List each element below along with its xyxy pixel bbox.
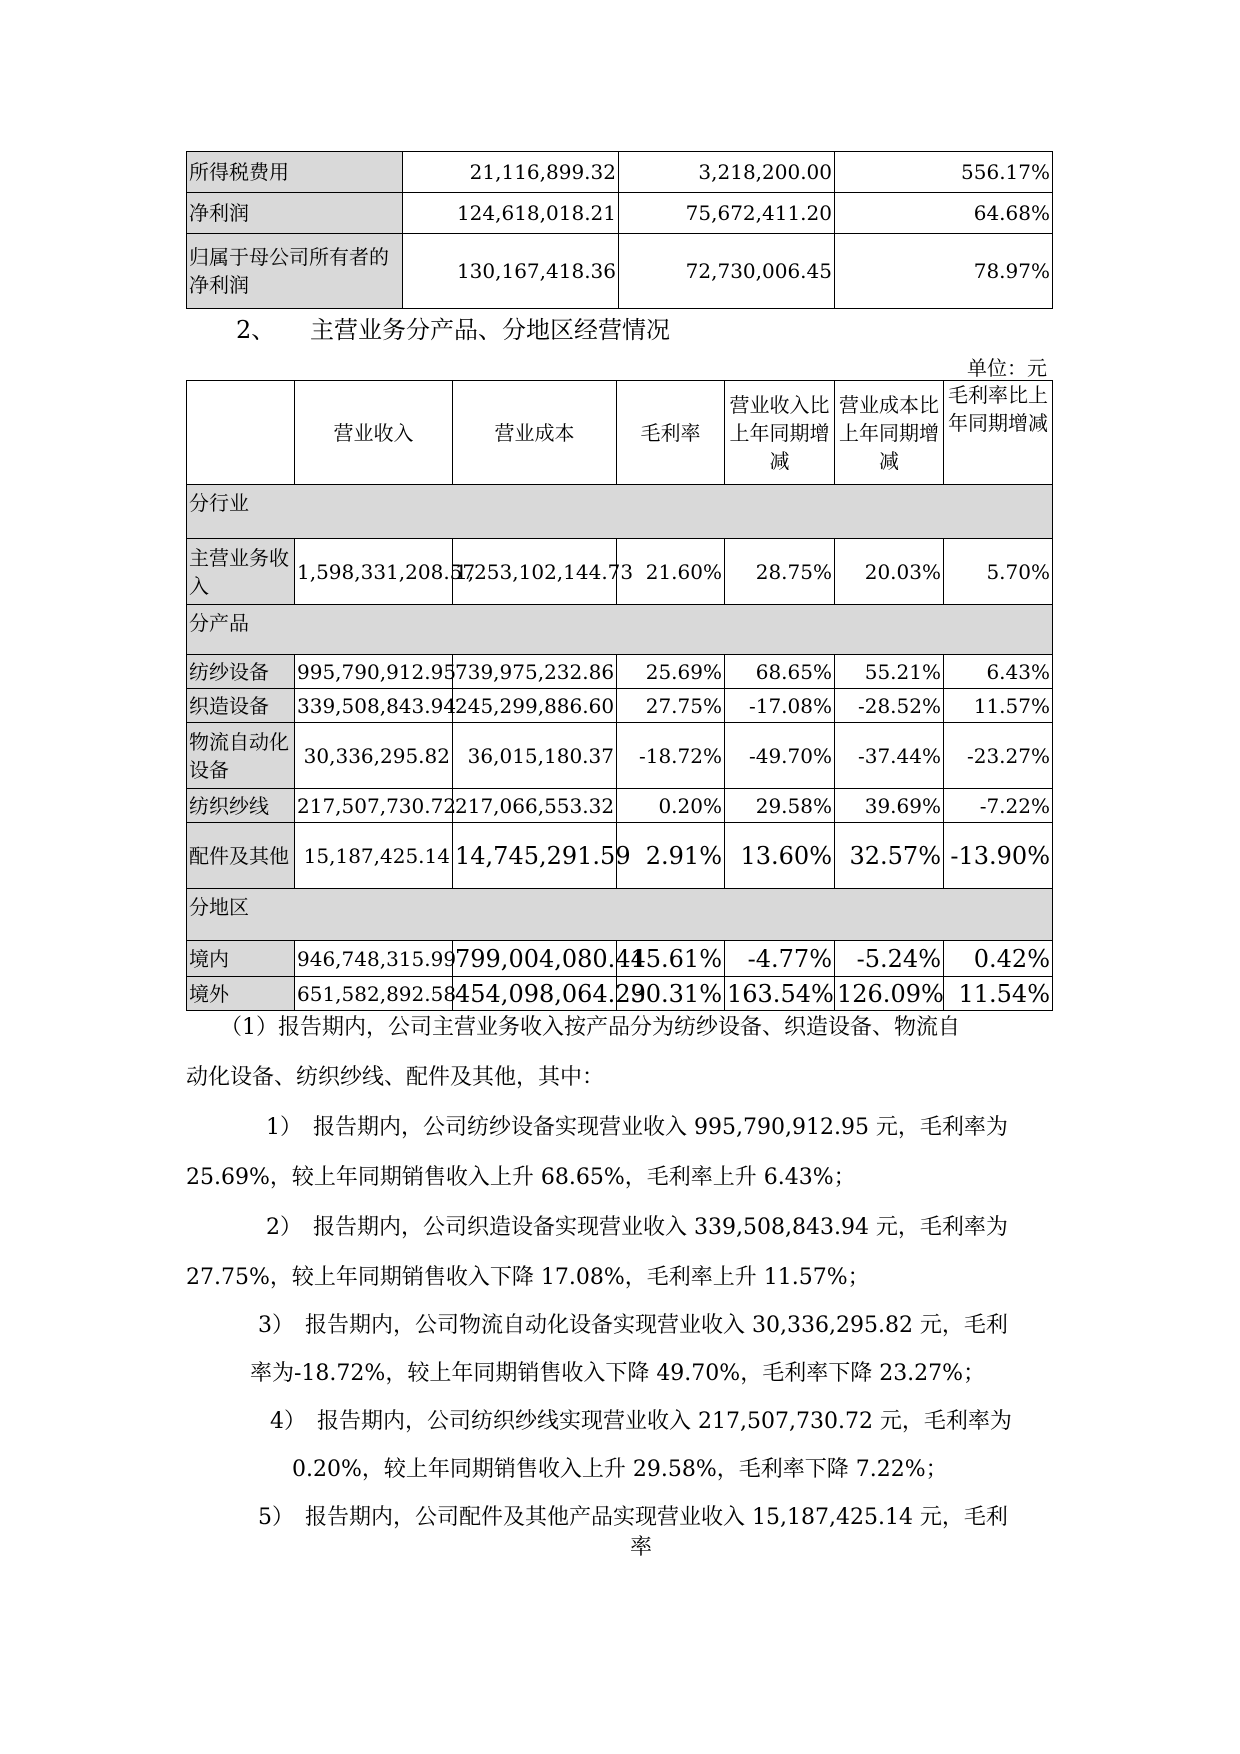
margin-cell: -18.72% bbox=[617, 723, 725, 789]
cost-change-cell: 55.21% bbox=[835, 655, 944, 689]
paragraph-line: 3） 报告期内，公司物流自动化设备实现营业收入 30,336,295.82 元，毛利 bbox=[258, 1313, 1008, 1338]
cost-change-cell: -5.24% bbox=[835, 941, 944, 977]
revenue-change-cell: 29.58% bbox=[725, 789, 835, 823]
margin-cell: 27.75% bbox=[617, 689, 725, 723]
change-percent: 556.17% bbox=[835, 152, 1053, 193]
revenue-cell: 651,582,892.58 bbox=[295, 977, 453, 1011]
table-row bbox=[187, 941, 1053, 977]
segment-table bbox=[186, 380, 1053, 1011]
header-cost: 营业成本 bbox=[453, 381, 617, 485]
margin-change-cell: 11.57% bbox=[944, 689, 1053, 723]
section-row bbox=[187, 485, 1053, 539]
margin-cell: 0.20% bbox=[617, 789, 725, 823]
paragraph-line: 1） 报告期内，公司纺纱设备实现营业收入 995,790,912.95 元，毛利率为 bbox=[266, 1115, 1008, 1140]
revenue-change-cell: 28.75% bbox=[725, 539, 835, 605]
margin-change-cell: 6.43% bbox=[944, 655, 1053, 689]
revenue-cell: 995,790,912.95 bbox=[295, 655, 453, 689]
change-percent: 64.68% bbox=[835, 193, 1053, 234]
margin-cell: 21.60% bbox=[617, 539, 725, 605]
revenue-change-cell: 163.54% bbox=[725, 977, 835, 1011]
current-value: 124,618,018.21 bbox=[403, 193, 619, 234]
cost-change-cell: 39.69% bbox=[835, 789, 944, 823]
current-value: 130,167,418.36 bbox=[403, 234, 619, 309]
prior-value: 75,672,411.20 bbox=[619, 193, 835, 234]
header-revenue-change: 营业收入比上年同期增减 bbox=[725, 381, 835, 485]
cost-change-cell: -37.44% bbox=[835, 723, 944, 789]
header-row bbox=[187, 381, 1053, 485]
paragraph-line: 率 bbox=[630, 1535, 653, 1560]
cost-cell: 1,253,102,144.73 bbox=[453, 539, 617, 605]
table-row bbox=[187, 789, 1053, 823]
cost-cell: 36,015,180.37 bbox=[453, 723, 617, 789]
revenue-change-cell: 13.60% bbox=[725, 823, 835, 889]
row-label: 织造设备 bbox=[187, 689, 295, 723]
revenue-cell: 339,508,843.94 bbox=[295, 689, 453, 723]
cost-cell: 14,745,291.59 bbox=[453, 823, 617, 889]
row-label: 境外 bbox=[187, 977, 295, 1011]
header-revenue: 营业收入 bbox=[295, 381, 453, 485]
row-label: 归属于母公司所有者的净利润 bbox=[187, 234, 403, 309]
margin-change-cell: 11.54% bbox=[944, 977, 1053, 1011]
paragraph-line: 5） 报告期内，公司配件及其他产品实现营业收入 15,187,425.14 元，毛利 bbox=[258, 1505, 1008, 1530]
table-row bbox=[187, 723, 1053, 789]
table-row bbox=[187, 193, 1053, 234]
row-label: 纺纱设备 bbox=[187, 655, 295, 689]
change-percent: 78.97% bbox=[835, 234, 1053, 309]
margin-change-cell: 0.42% bbox=[944, 941, 1053, 977]
prior-value: 3,218,200.00 bbox=[619, 152, 835, 193]
cost-change-cell: 126.09% bbox=[835, 977, 944, 1011]
paragraph-line: 27.75%，较上年同期销售收入下降 17.08%，毛利率上升 11.57%； bbox=[186, 1265, 870, 1290]
margin-cell: 15.61% bbox=[617, 941, 725, 977]
table-row bbox=[187, 823, 1053, 889]
paragraph-line: 4） 报告期内，公司纺织纱线实现营业收入 217,507,730.72 元，毛利率为 bbox=[270, 1409, 1012, 1434]
margin-change-cell: -13.90% bbox=[944, 823, 1053, 889]
table-row bbox=[187, 152, 1053, 193]
margin-change-cell: -23.27% bbox=[944, 723, 1053, 789]
margin-cell: 25.69% bbox=[617, 655, 725, 689]
paragraph-line: 率为-18.72%，较上年同期销售收入下降 49.70%，毛利率下降 23.27%； bbox=[250, 1361, 986, 1386]
paragraph-line: 2） 报告期内，公司织造设备实现营业收入 339,508,843.94 元，毛利率为 bbox=[266, 1215, 1008, 1240]
revenue-change-cell: -4.77% bbox=[725, 941, 835, 977]
margin-cell: 2.91% bbox=[617, 823, 725, 889]
section-row bbox=[187, 605, 1053, 655]
revenue-cell: 30,336,295.82 bbox=[295, 723, 453, 789]
prior-value: 72,730,006.45 bbox=[619, 234, 835, 309]
margin-change-cell: -7.22% bbox=[944, 789, 1053, 823]
revenue-cell: 946,748,315.99 bbox=[295, 941, 453, 977]
header-cost-change: 营业成本比上年同期增减 bbox=[835, 381, 944, 485]
section-industry: 分行业 bbox=[187, 485, 1053, 539]
paragraph-line: （1）报告期内，公司主营业务收入按产品分为纺纱设备、织造设备、物流自 bbox=[220, 1015, 960, 1040]
row-label: 主营业务收入 bbox=[187, 539, 295, 605]
revenue-cell: 1,598,331,208.57 bbox=[295, 539, 453, 605]
section-row bbox=[187, 889, 1053, 941]
cost-cell: 245,299,886.60 bbox=[453, 689, 617, 723]
cost-change-cell: -28.52% bbox=[835, 689, 944, 723]
paragraph-line: 25.69%，较上年同期销售收入上升 68.65%，毛利率上升 6.43%； bbox=[186, 1165, 856, 1190]
revenue-cell: 15,187,425.14 bbox=[295, 823, 453, 889]
revenue-change-cell: -49.70% bbox=[725, 723, 835, 789]
section-heading bbox=[236, 310, 670, 345]
revenue-change-cell: -17.08% bbox=[725, 689, 835, 723]
cost-cell: 217,066,553.32 bbox=[453, 789, 617, 823]
unit-label: 单位：元 bbox=[967, 356, 1047, 380]
row-label: 纺织纱线 bbox=[187, 789, 295, 823]
header-margin-change: 毛利率比上年同期增减 bbox=[944, 381, 1053, 485]
paragraph-line: 0.20%，较上年同期销售收入上升 29.58%，毛利率下降 7.22%； bbox=[292, 1457, 948, 1482]
section-title: 主营业务分产品、分地区经营情况 bbox=[310, 316, 670, 344]
cost-change-cell: 32.57% bbox=[835, 823, 944, 889]
table-row bbox=[187, 234, 1053, 309]
section-region: 分地区 bbox=[187, 889, 1053, 941]
header-margin: 毛利率 bbox=[617, 381, 725, 485]
income-summary-table bbox=[186, 151, 1053, 309]
revenue-change-cell: 68.65% bbox=[725, 655, 835, 689]
table-row bbox=[187, 977, 1053, 1011]
row-label: 物流自动化设备 bbox=[187, 723, 295, 789]
revenue-cell: 217,507,730.72 bbox=[295, 789, 453, 823]
cost-cell: 454,098,064.29 bbox=[453, 977, 617, 1011]
current-value: 21,116,899.32 bbox=[403, 152, 619, 193]
row-label: 净利润 bbox=[187, 193, 403, 234]
section-number: 2、 bbox=[236, 316, 276, 344]
table-row bbox=[187, 539, 1053, 605]
section-product: 分产品 bbox=[187, 605, 1053, 655]
margin-change-cell: 5.70% bbox=[944, 539, 1053, 605]
table-row bbox=[187, 655, 1053, 689]
cost-cell: 799,004,080.44 bbox=[453, 941, 617, 977]
table-row bbox=[187, 689, 1053, 723]
cost-change-cell: 20.03% bbox=[835, 539, 944, 605]
header-blank bbox=[187, 381, 295, 485]
row-label: 所得税费用 bbox=[187, 152, 403, 193]
margin-cell: 30.31% bbox=[617, 977, 725, 1011]
paragraph-line: 动化设备、纺织纱线、配件及其他，其中： bbox=[186, 1065, 605, 1090]
cost-cell: 739,975,232.86 bbox=[453, 655, 617, 689]
row-label: 配件及其他 bbox=[187, 823, 295, 889]
row-label: 境内 bbox=[187, 941, 295, 977]
